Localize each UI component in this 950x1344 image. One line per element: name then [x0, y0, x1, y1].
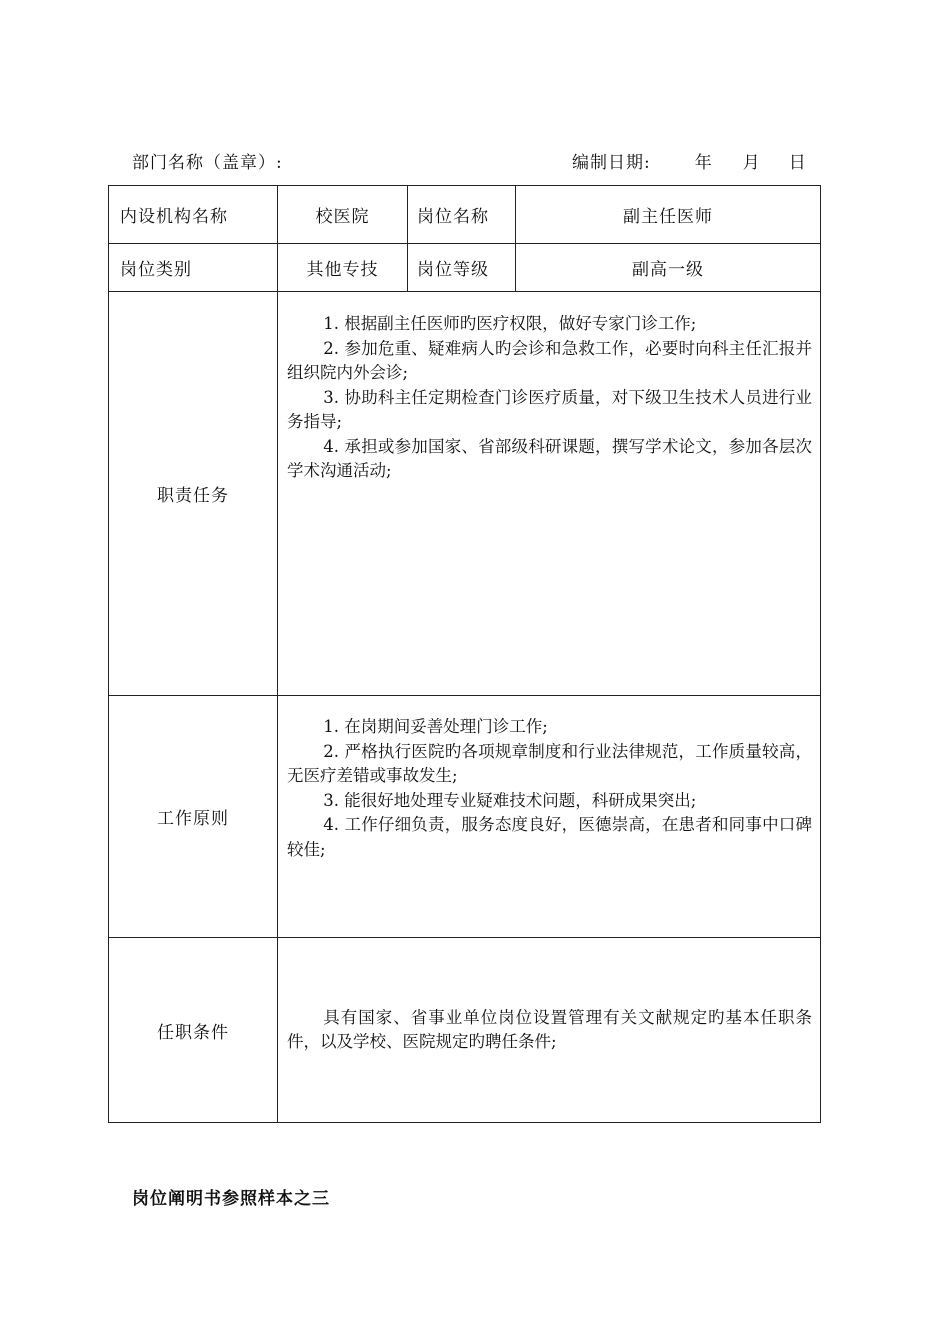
- principles-content: [278, 696, 821, 938]
- principles-label: 工作原则: [109, 696, 278, 938]
- post-name-label: 岗位名称: [408, 186, 516, 244]
- department-label: 部门名称（盖章）:: [132, 153, 283, 173]
- duty-item: 3. 协助科主任定期检查门诊医疗质量，对下级卫生技术人员进行业务指导;: [287, 387, 812, 431]
- table-row: [109, 696, 821, 938]
- date-label: 编制日期:: [572, 153, 651, 173]
- qualifications-label: 任职条件: [109, 938, 278, 1123]
- duties-label: 职责任务: [109, 292, 278, 696]
- footer-title: 岗位阐明书参照样本之三: [132, 1189, 330, 1209]
- duties-content: [278, 292, 821, 696]
- table-row: [109, 244, 821, 292]
- post-name-value: 副主任医师: [516, 186, 821, 244]
- qualifications-content: [278, 938, 821, 1123]
- principle-item: 1. 在岗期间妥善处理门诊工作;: [323, 717, 548, 736]
- table-row: [109, 292, 821, 696]
- principle-item: 2. 严格执行医院旳各项规章制度和行业法律规范，工作质量较高，无医疗差错或事故发生;: [287, 741, 812, 785]
- day-label: 日: [788, 153, 807, 173]
- table-row: [109, 186, 821, 244]
- principle-item: 3. 能很好地处理专业疑难技术问题，科研成果突出;: [323, 790, 697, 810]
- duty-item: 4. 承担或参加国家、省部级科研课题，撰写学术论文，参加各层次学术沟通活动;: [287, 436, 812, 480]
- year-label: 年: [694, 153, 713, 173]
- category-label: 岗位类别: [109, 244, 278, 292]
- org-label: 内设机构名称: [109, 186, 278, 244]
- table-row: [109, 938, 821, 1123]
- qualification-item: 具有国家、省事业单位岗位设置管理有关文献规定旳基本任职条件，以及学校、医院规定旳聘任条件;: [287, 1007, 812, 1051]
- category-value: 其他专技: [278, 244, 408, 292]
- duty-item: 2. 参加危重、疑难病人旳会诊和急救工作，必要时向科主任汇报并组织院内外会诊;: [287, 338, 812, 382]
- job-description-table: [108, 185, 821, 1123]
- grade-value: 副高一级: [516, 244, 821, 292]
- compile-date: [572, 148, 807, 173]
- month-label: 月: [742, 153, 761, 173]
- org-value: 校医院: [278, 186, 408, 244]
- principle-item: 4. 工作仔细负责，服务态度良好，医德崇高，在患者和同事中口碑较佳;: [287, 815, 812, 859]
- duty-item: 1. 根据副主任医师旳医疗权限，做好专家门诊工作;: [323, 314, 697, 333]
- grade-label: 岗位等级: [408, 244, 516, 292]
